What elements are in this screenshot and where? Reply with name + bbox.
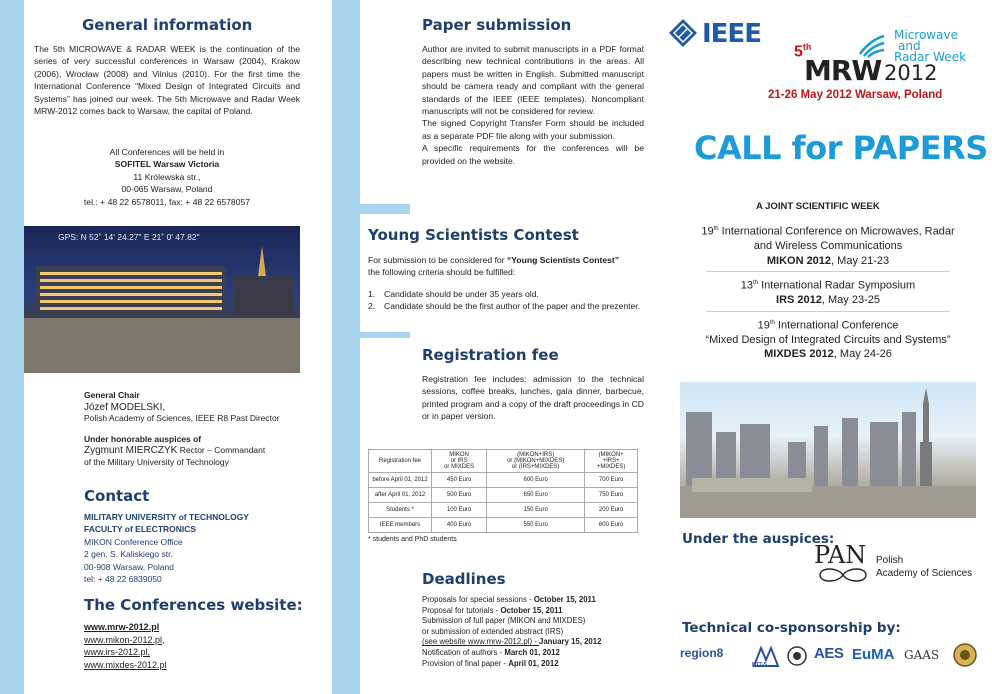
ieee-logo: IEEE	[668, 18, 780, 48]
table-row: IEEE members 400 Euro 550 Euro 600 Euro	[369, 518, 638, 533]
young-intro: For submission to be considered for “Young Scientists Contest” the following criteria should be fulfilled:	[368, 255, 620, 277]
aess-logo: AES	[814, 645, 844, 662]
hotel-illustration	[24, 226, 300, 373]
deadlines-heading: Deadlines	[422, 570, 506, 588]
conference-mixdes: 19th International Conference “Mixed Design of Integrated Circuits and Systems” MIXDES 2012, May 24-26	[705, 319, 951, 361]
registration-text: Registration fee includes: admission to the technical sessions, coffee breaks, lunches, gala dinner, barbecue, printed program and a copy of the draft proceedings in CD or in paper version.	[422, 374, 644, 422]
website-link-mikon[interactable]: www.mikon-2012.pl,	[84, 634, 165, 645]
conference-mikon: 19th International Conference on Microwaves, Radar and Wireless Communications MIKON 2012, May 21-23	[701, 225, 955, 267]
deadline-item: (see website www.mrw-2012.pl) - January 15, 2012	[422, 637, 602, 647]
fee-footnote: * students and PhD students	[368, 536, 457, 543]
fee-header-cell: Registration fee	[369, 450, 432, 473]
deadline-item: Provision of final paper - April 01, 2012	[422, 658, 559, 668]
websites-list	[84, 621, 167, 671]
registration-panel	[360, 338, 656, 694]
paper-panel	[360, 0, 656, 204]
criterion-1: 1. Candidate should be under 35 years old.	[368, 289, 539, 299]
conferences-block	[680, 222, 976, 362]
pan-infinity-icon	[814, 565, 872, 585]
cosponsor-heading: Technical co-sponsorship by:	[682, 620, 901, 636]
fee-table-header	[369, 450, 638, 473]
region8-logo: region8	[680, 646, 724, 660]
table-row: Students * 100 Euro 150 Euro 200 Euro	[369, 503, 638, 518]
mrw-subtitle: Microwave and Radar Week	[894, 28, 967, 64]
fee-header-cell: MIKON or IRS or MIXDES	[432, 450, 487, 473]
mtts-label: MTT-S	[752, 662, 767, 668]
contact-heading: Contact	[84, 487, 150, 505]
website-link-irs[interactable]: www.irs-2012.pl,	[84, 647, 151, 658]
fee-header-cell: (MIKON+ +IRS+ +MIXDES)	[585, 450, 638, 473]
pan-logo: PAN Polish Academy of Sciences	[814, 541, 984, 591]
auspices-heading: Under the auspices:	[682, 531, 835, 547]
deadlines-list	[422, 595, 652, 669]
fee-header-cell: (MIKON+IRS) or (MIKON+MIXDES) or (IRS+MIXDES)	[487, 450, 585, 473]
mrw-logo: Microwave and Radar Week 5th MRW 2012	[794, 28, 967, 87]
gps-text: GPS: N 52˚ 14' 24.27" E 21˚ 0' 47.82"	[58, 232, 200, 242]
cfp-title: CALL for PAPERS	[694, 129, 988, 167]
young-criteria	[368, 288, 650, 312]
conference-irs: 13th International Radar Symposium IRS 2012, May 23-25	[740, 279, 916, 307]
criterion-2: 2. Candidate should be the first author of the paper and the prezenter.	[368, 301, 641, 311]
website-link-mrw[interactable]: www.mrw-2012.pl	[84, 622, 160, 632]
chair-block: General Chair Józef MODELSKI, Polish Academy of Sciences, IEEE R8 Past Director Under honorable auspices of Zygmunt MIERCZYK Rector – Commandant of the Military University of Technology	[84, 390, 280, 467]
fee-table	[368, 449, 638, 533]
mrw-edition: 5th	[794, 42, 812, 61]
contact-block: MILITARY UNIVERSITY of TECHNOLOGY FACULTY of ELECTRONICS MIKON Conference Office 2 gen. S. Kaliskiego str. 00-908 Warsaw, Poland tel: + 48 22 6839050	[84, 512, 249, 585]
deadline-item: Notification of authors - March 01, 2012	[422, 647, 560, 657]
deadline-item: Submission of full paper (MIKON and MIXDES)	[422, 616, 586, 626]
deadline-item: or submission of extended abstract (IRS)	[422, 626, 564, 636]
pan-label: Polish Academy of Sciences	[876, 555, 973, 579]
venue-block: All Conferences will be held in SOFITEL Warsaw Victoria 11 Królewska str., 00-065 Warsaw, Poland tel.: + 48 22 6578011, fax: + 48 22 6578057	[83, 147, 251, 207]
ieee-diamond-icon	[668, 18, 698, 48]
cosponsor-logos	[680, 640, 980, 670]
young-heading: Young Scientists Contest	[368, 226, 579, 244]
joint-week-label: A JOINT SCIENTIFIC WEEK	[756, 201, 880, 212]
event-dates: 21-26 May 2012 Warsaw, Poland	[768, 89, 943, 101]
table-row: before April 01, 2012 450 Euro 600 Euro 700 Euro	[369, 473, 638, 488]
deadline-item: Proposal for tutorials - October 15, 2011	[422, 605, 563, 615]
university-seal-icon	[952, 642, 978, 668]
registration-heading: Registration fee	[422, 346, 559, 364]
paper-heading: Paper submission	[422, 16, 572, 34]
young-panel	[360, 214, 656, 332]
city-skyline-illustration	[680, 382, 976, 518]
euma-logo: EuMA	[852, 646, 895, 663]
ieee-society-seal-icon	[786, 645, 808, 667]
warsaw-city-photo	[680, 382, 976, 518]
table-row: after April 01, 2012 500 Euro 650 Euro 750 Euro	[369, 488, 638, 503]
general-info-heading: General information	[82, 16, 253, 34]
gaas-logo: GAAS	[904, 648, 940, 662]
website-link-mixdes[interactable]: www.mixdes-2012.pl	[84, 659, 167, 670]
general-info-text: The 5th MICROWAVE & RADAR WEEK is the continuation of the series of very successful conferences in Warsaw (2004), Krakow (2006), Wrocław (2008) and Vilnius (2010). For the first time the International Conference “Mixed Design of Integrated Circuits and Systems” has joined our week. The 5th Microwave and Radar Week MRW-2012 comes back to Warsaw, the capital of Poland.	[34, 44, 300, 117]
websites-heading: The Conferences website:	[84, 596, 303, 614]
deadline-item: Proposals for special sessions - October 15, 2011	[422, 595, 596, 604]
hotel-photo	[24, 226, 300, 373]
paper-text: Author are invited to submit manuscripts in a PDF format describing new technical contributions in the areas. All papers must be written in English. Submitted manuscript should be camera ready and compliant with the general standards of the IEEE (IEEE templates). Noncompliant manuscripts will not be considered for review. The signed Copyright Transfer Form should be included as a separate PDF file along with your submission. A specific requirements for the conferences will be provided on the website.	[422, 44, 644, 166]
